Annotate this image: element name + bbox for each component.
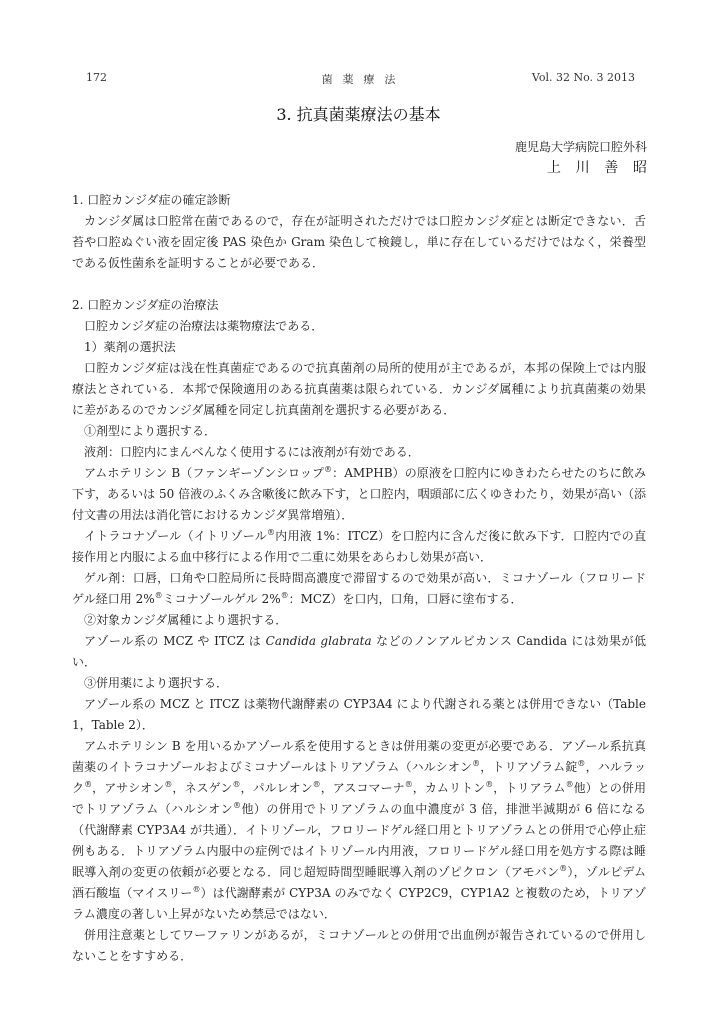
registered-mark: ® bbox=[472, 759, 481, 768]
registered-mark: ® bbox=[266, 528, 275, 537]
registered-mark: ® bbox=[192, 885, 201, 894]
registered-mark: ® bbox=[324, 465, 333, 474]
paragraph-drug-selection: 口腔カンジダ症は浅在性真菌症であるので抗真菌剤の局所的使用が主であるが，本邦の保険上では内服療法とされている．本邦で保険適用のある抗真菌薬は限られている．カンジダ属種により抗真菌薬の効果に差があるのでカンジダ属種を同定し抗真菌剤を選択する必要がある． bbox=[72, 361, 646, 417]
author-affiliation: 鹿児島大学病院口腔外科 bbox=[514, 140, 647, 154]
list-item-species: ②対象カンジダ属種により選択する． bbox=[84, 613, 288, 627]
paragraph-diagnosis: カンジダ属は口腔常在菌であるので，存在が証明されただけでは口腔カンジダ症とは断定できない．舌苔や口腔ぬぐい液を固定後 PAS 染色か Gram 染色して検鏡し，単に存在しているだけではなく，栄養型である仮性菌糸を証明することが必要である． bbox=[72, 214, 646, 270]
paragraph-liquid: 液剤：口腔内にまんべんなく使用するには液剤が有効である． bbox=[84, 445, 420, 459]
species-name: Candida glabrata bbox=[265, 634, 372, 648]
registered-mark: ® bbox=[404, 780, 413, 789]
paragraph-gel: ゲル剤：口唇，口角や口腔局所に長時間高濃度で滞留するので効果が高い．ミコナゾール（フロリードゲル経口用 2%®ミコナゾールゲル 2%®：MCZ）を口内，口角，口唇に塗布する． bbox=[72, 571, 646, 606]
paragraph-itraconazole: イトラコナゾール（イトリゾール®内用液 1%：ITCZ）を口腔内に含んだ後に飲み下す．口腔内での直接作用と内服による血中移行による作用で二重に効果をあらわし効果が高い． bbox=[72, 528, 646, 564]
subsection-heading-1: 1）薬剤の選択法 bbox=[84, 340, 176, 354]
list-item-dosage-form: ①剤型により選択する． bbox=[84, 424, 217, 438]
author-name: 上川善昭 bbox=[546, 160, 662, 176]
list-item-concomitant: ③併用薬により選択する． bbox=[84, 676, 229, 690]
registered-mark: ® bbox=[232, 780, 241, 789]
article-title: 3. 抗真菌薬療法の基本 bbox=[276, 105, 441, 124]
journal-name: 菌薬療法 bbox=[321, 73, 406, 86]
paragraph-azole-species: アゾール系の MCZ や ITCZ は Candida glabrata などのノンアルビカンス Candida には効果が低い． bbox=[72, 634, 647, 669]
volume-info: Vol. 32 No. 3 2013 bbox=[531, 71, 635, 84]
registered-mark: ® bbox=[84, 780, 93, 789]
paragraph-treatment-intro: 口腔カンジダ症の治療法は薬物療法である． bbox=[84, 319, 324, 333]
section-heading-1: 1. 口腔カンジダ症の確定診断 bbox=[72, 193, 231, 207]
section-gap bbox=[72, 274, 646, 295]
registered-mark: ® bbox=[559, 864, 568, 873]
registered-mark: ® bbox=[280, 591, 289, 600]
page-number: 172 bbox=[86, 71, 107, 84]
registered-mark: ® bbox=[154, 591, 163, 600]
registered-mark: ® bbox=[485, 780, 494, 789]
registered-mark: ® bbox=[312, 780, 321, 789]
registered-mark: ® bbox=[577, 759, 586, 768]
registered-mark: ® bbox=[565, 780, 574, 789]
paragraph-triazolam: アムホテリシン B を用いるかアゾール系を使用するときは併用薬の変更が必要である．アゾール系抗真菌薬のイトラコナゾールおよびミコナゾールはトリアゾラム（ハルシオン®，トリアゾラム錠®，ハルラック®，アサシオン®，ネスゲン®，パルレオン®，アスコマーナ®，カムリトン®，トリアラム®他）との併用でトリアゾラム（ハルシオン®他）の併用でトリアゾラムの血中濃度が 3 倍，排泄半減期が 6 倍になる（代謝酵素 CYP3A4 が共通）．イトリゾール，フロリードゲル経口用とトリアゾラムとの併用で心停止症例もある．トリアゾラム内服中の症例ではイトリゾール内用液，フロリードゲル経口用を処方する際は睡眠導入剤の変更の依頼が必要となる．同じ超短時間型睡眠導入剤のゾピクロン（アモバン®），ゾルピデム酒石酸塩（マイスリー®）は代謝酵素が CYP3A のみでなく CYP2C9，CYP1A2 と複数のため，トリアゾラム濃度の著しい上昇がないため禁忌ではない． bbox=[72, 739, 647, 921]
paragraph-amphotericin: アムホテリシン B（ファンギーゾンシロップ®：AMPHB）の原液を口腔内にゆきわたらせたのちに飲み下す，あるいは 50 倍液のふくみ含嗽後に飲み下す，と口腔内，咽頭部に広くゆきわたり，効果が高い（添付文書の用法は消化管におけるカンジダ異常増殖）． bbox=[72, 465, 646, 522]
section-heading-2: 2. 口腔カンジダ症の治療法 bbox=[72, 298, 219, 312]
registered-mark: ® bbox=[164, 780, 173, 789]
paragraph-warfarin: 併用注意薬としてワーファリンがあるが，ミコナゾールとの併用で出血例が報告されているので併用しないことをすすめる． bbox=[72, 928, 646, 963]
registered-mark: ® bbox=[233, 801, 242, 810]
article-body bbox=[72, 190, 646, 967]
paragraph-cyp3a4: アゾール系の MCZ と ITCZ は薬物代謝酵素の CYP3A4 により代謝される薬とは併用できない（Table 1，Table 2）． bbox=[72, 697, 646, 732]
